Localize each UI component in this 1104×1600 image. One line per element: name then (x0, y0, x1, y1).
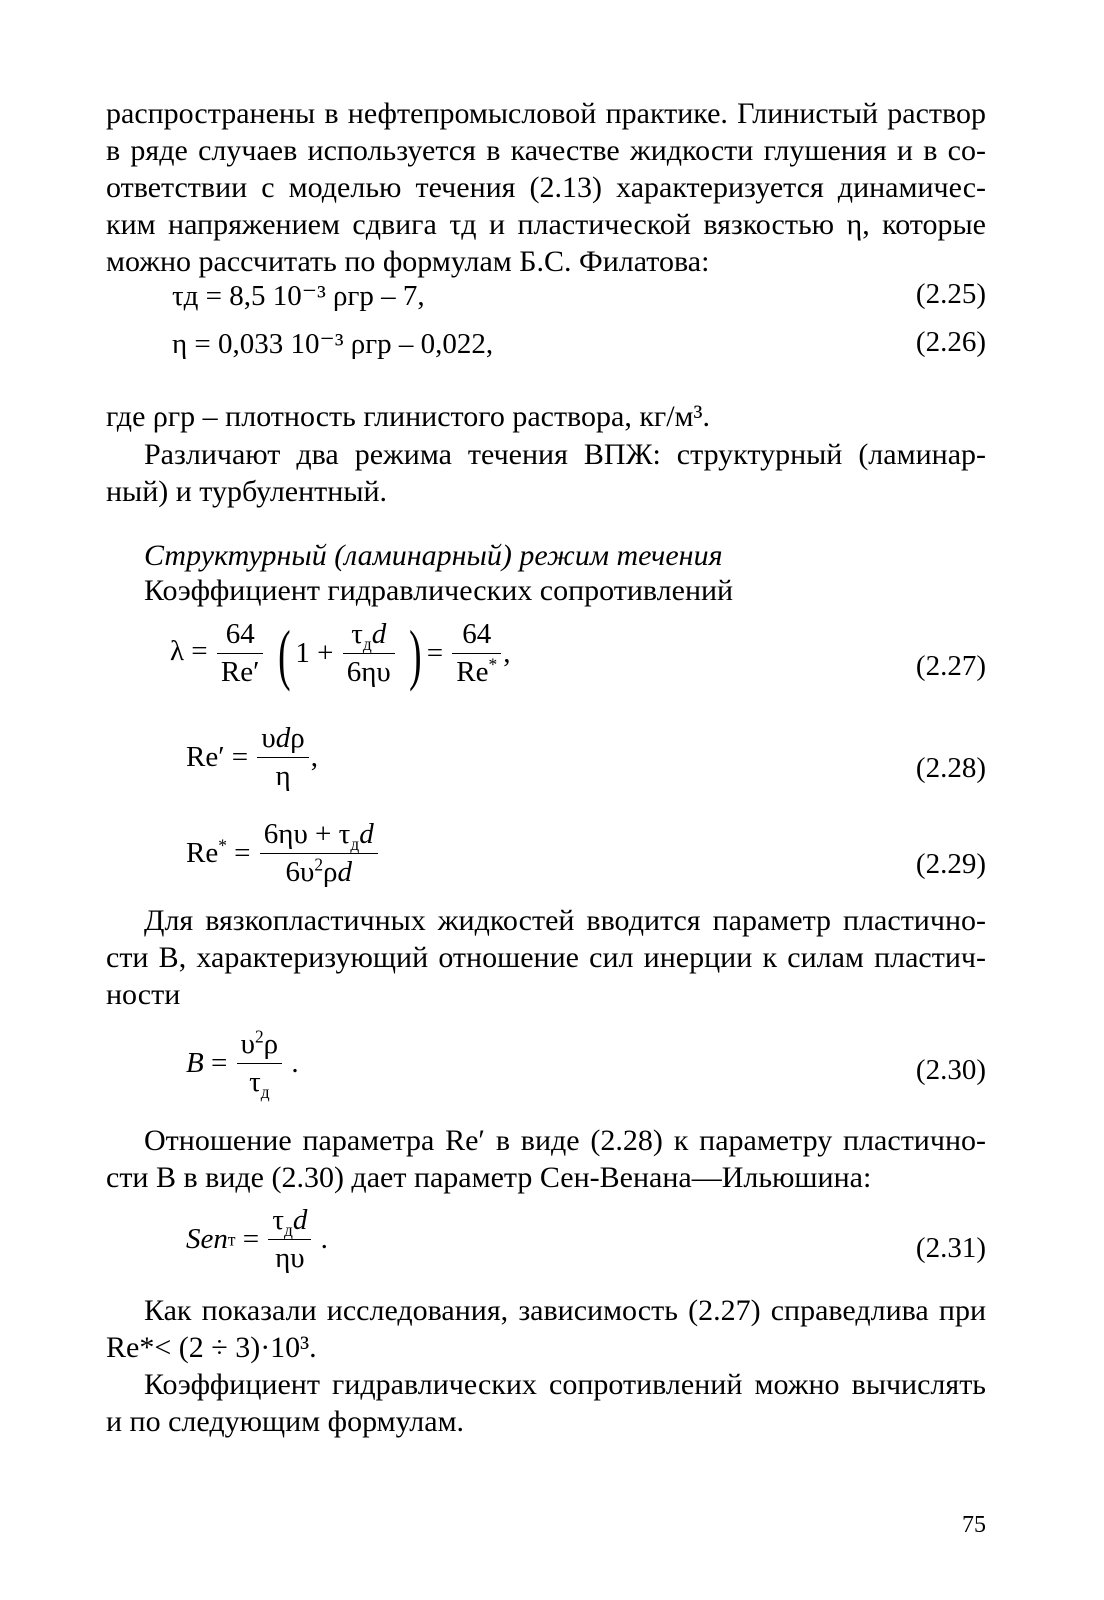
equation-2-31: Senт = $\frac{\tau_дd}{\eta\upsilon}$ . (186, 1204, 328, 1274)
equation-2-30: B = $\frac{\upsilon^2\rho}{\tau_д}$ . (186, 1026, 299, 1102)
equation-2-29: Re* = $\frac{6\eta\upsilon + \tau_дd}{6\upsilon^2\rho d}$ (186, 818, 380, 889)
paragraph-plasticity-parameter (106, 902, 986, 1013)
paragraph-validity (106, 1292, 986, 1366)
equation-number-2-30: (2.30) (915, 1054, 986, 1086)
text-line: ный) и турбулентный. (106, 475, 388, 508)
text-line: ности (106, 978, 181, 1011)
paragraph-saint-venant (106, 1122, 986, 1196)
fraction: $\frac{64}{Re'}$ (217, 618, 264, 689)
text-line: ким напряжением сдвига τд и пластической вязкостью η, которые (106, 208, 986, 241)
text-line: Для вязкопластичных жидкостей вводится параметр пластично- (144, 904, 986, 937)
paragraph-density-definition (106, 398, 986, 435)
text-line: Re*< (2 ÷ 3)·10³. (106, 1331, 317, 1364)
section-heading: Структурный (ламинарный) режим течения (144, 539, 723, 572)
equation-number-2-29: (2.29) (915, 848, 986, 880)
paragraph-coefficient: Коэффициент гидравлических сопротивлений (144, 574, 734, 607)
equation-2-28: Re′ = $\frac{\text{υdρ}}{\eta}$ , (186, 722, 319, 792)
text-line: в ряде случаев используется в качестве жидкости глушения и в со- (106, 134, 986, 167)
equation-number-2-27: (2.27) (915, 650, 986, 682)
equation-2-27: λ = $\frac{64}{Re'}$ ( 1 + $\frac{\tau_дd}{6\eta\upsilon}$ ) = $\frac{64}{Re^*}$ , (170, 615, 511, 692)
text-line: Коэффициент гидравлических сопротивлений можно вычислять (144, 1368, 986, 1401)
text-line: сти B, характеризующий отношение сил инерции к силам пластич- (106, 941, 986, 974)
text-line: и по следующим формулам. (106, 1405, 465, 1438)
fraction: $\frac{\tau_дd}{6\eta\upsilon}$ (343, 618, 395, 689)
fraction: $\frac{\tau_дd}{\eta\upsilon}$ (268, 1204, 311, 1275)
fraction: $\frac{64}{Re^*}$ (452, 618, 501, 689)
fraction: $\frac{6\eta\upsilon + \tau_дd}{6\upsilon^2\rho d}$ (260, 818, 378, 889)
equation-number-2-26: (2.26) (915, 326, 986, 358)
page-number: 75 (962, 1512, 986, 1538)
fraction: $\frac{\upsilon^2\rho}{\tau_д}$ (237, 1028, 283, 1099)
equation-number-2-28: (2.28) (915, 752, 986, 784)
equation-2-25: τд = 8,5 10⁻³ ρгр – 7, (172, 280, 425, 312)
equation-number-2-25: (2.25) (915, 278, 986, 310)
fraction: $\frac{\text{υdρ}}{\eta}$ (257, 722, 308, 793)
text-line: распространены в нефтепромысловой практике. Глинистый раствор (106, 97, 986, 130)
equation-number-2-31: (2.31) (915, 1232, 986, 1264)
paragraph-intro (106, 95, 986, 280)
text-line: где ρгр – плотность глинистого раствора, кг/м³. (106, 400, 711, 433)
text-line: Различают два режима течения ВПЖ: структурный (ламинар- (144, 438, 986, 471)
text-line: можно рассчитать по формулам Б.С. Филатова: (106, 245, 710, 278)
text-line: Отношение параметра Re′ в виде (2.28) к параметру пластично- (144, 1124, 986, 1157)
text-line: ответствии с моделью течения (2.13) характеризуется динамичес- (106, 171, 986, 204)
text-line: Как показали исследования, зависимость (2.27) справедлива при (144, 1294, 986, 1327)
text-line: сти B в виде (2.30) дает параметр Сен-Венана—Ильюшина: (106, 1161, 872, 1194)
paragraph-formulas (106, 1366, 986, 1440)
equation-2-26: η = 0,033 10⁻³ ρгр – 0,022, (172, 328, 494, 360)
paragraph-flow-regimes (106, 436, 986, 510)
